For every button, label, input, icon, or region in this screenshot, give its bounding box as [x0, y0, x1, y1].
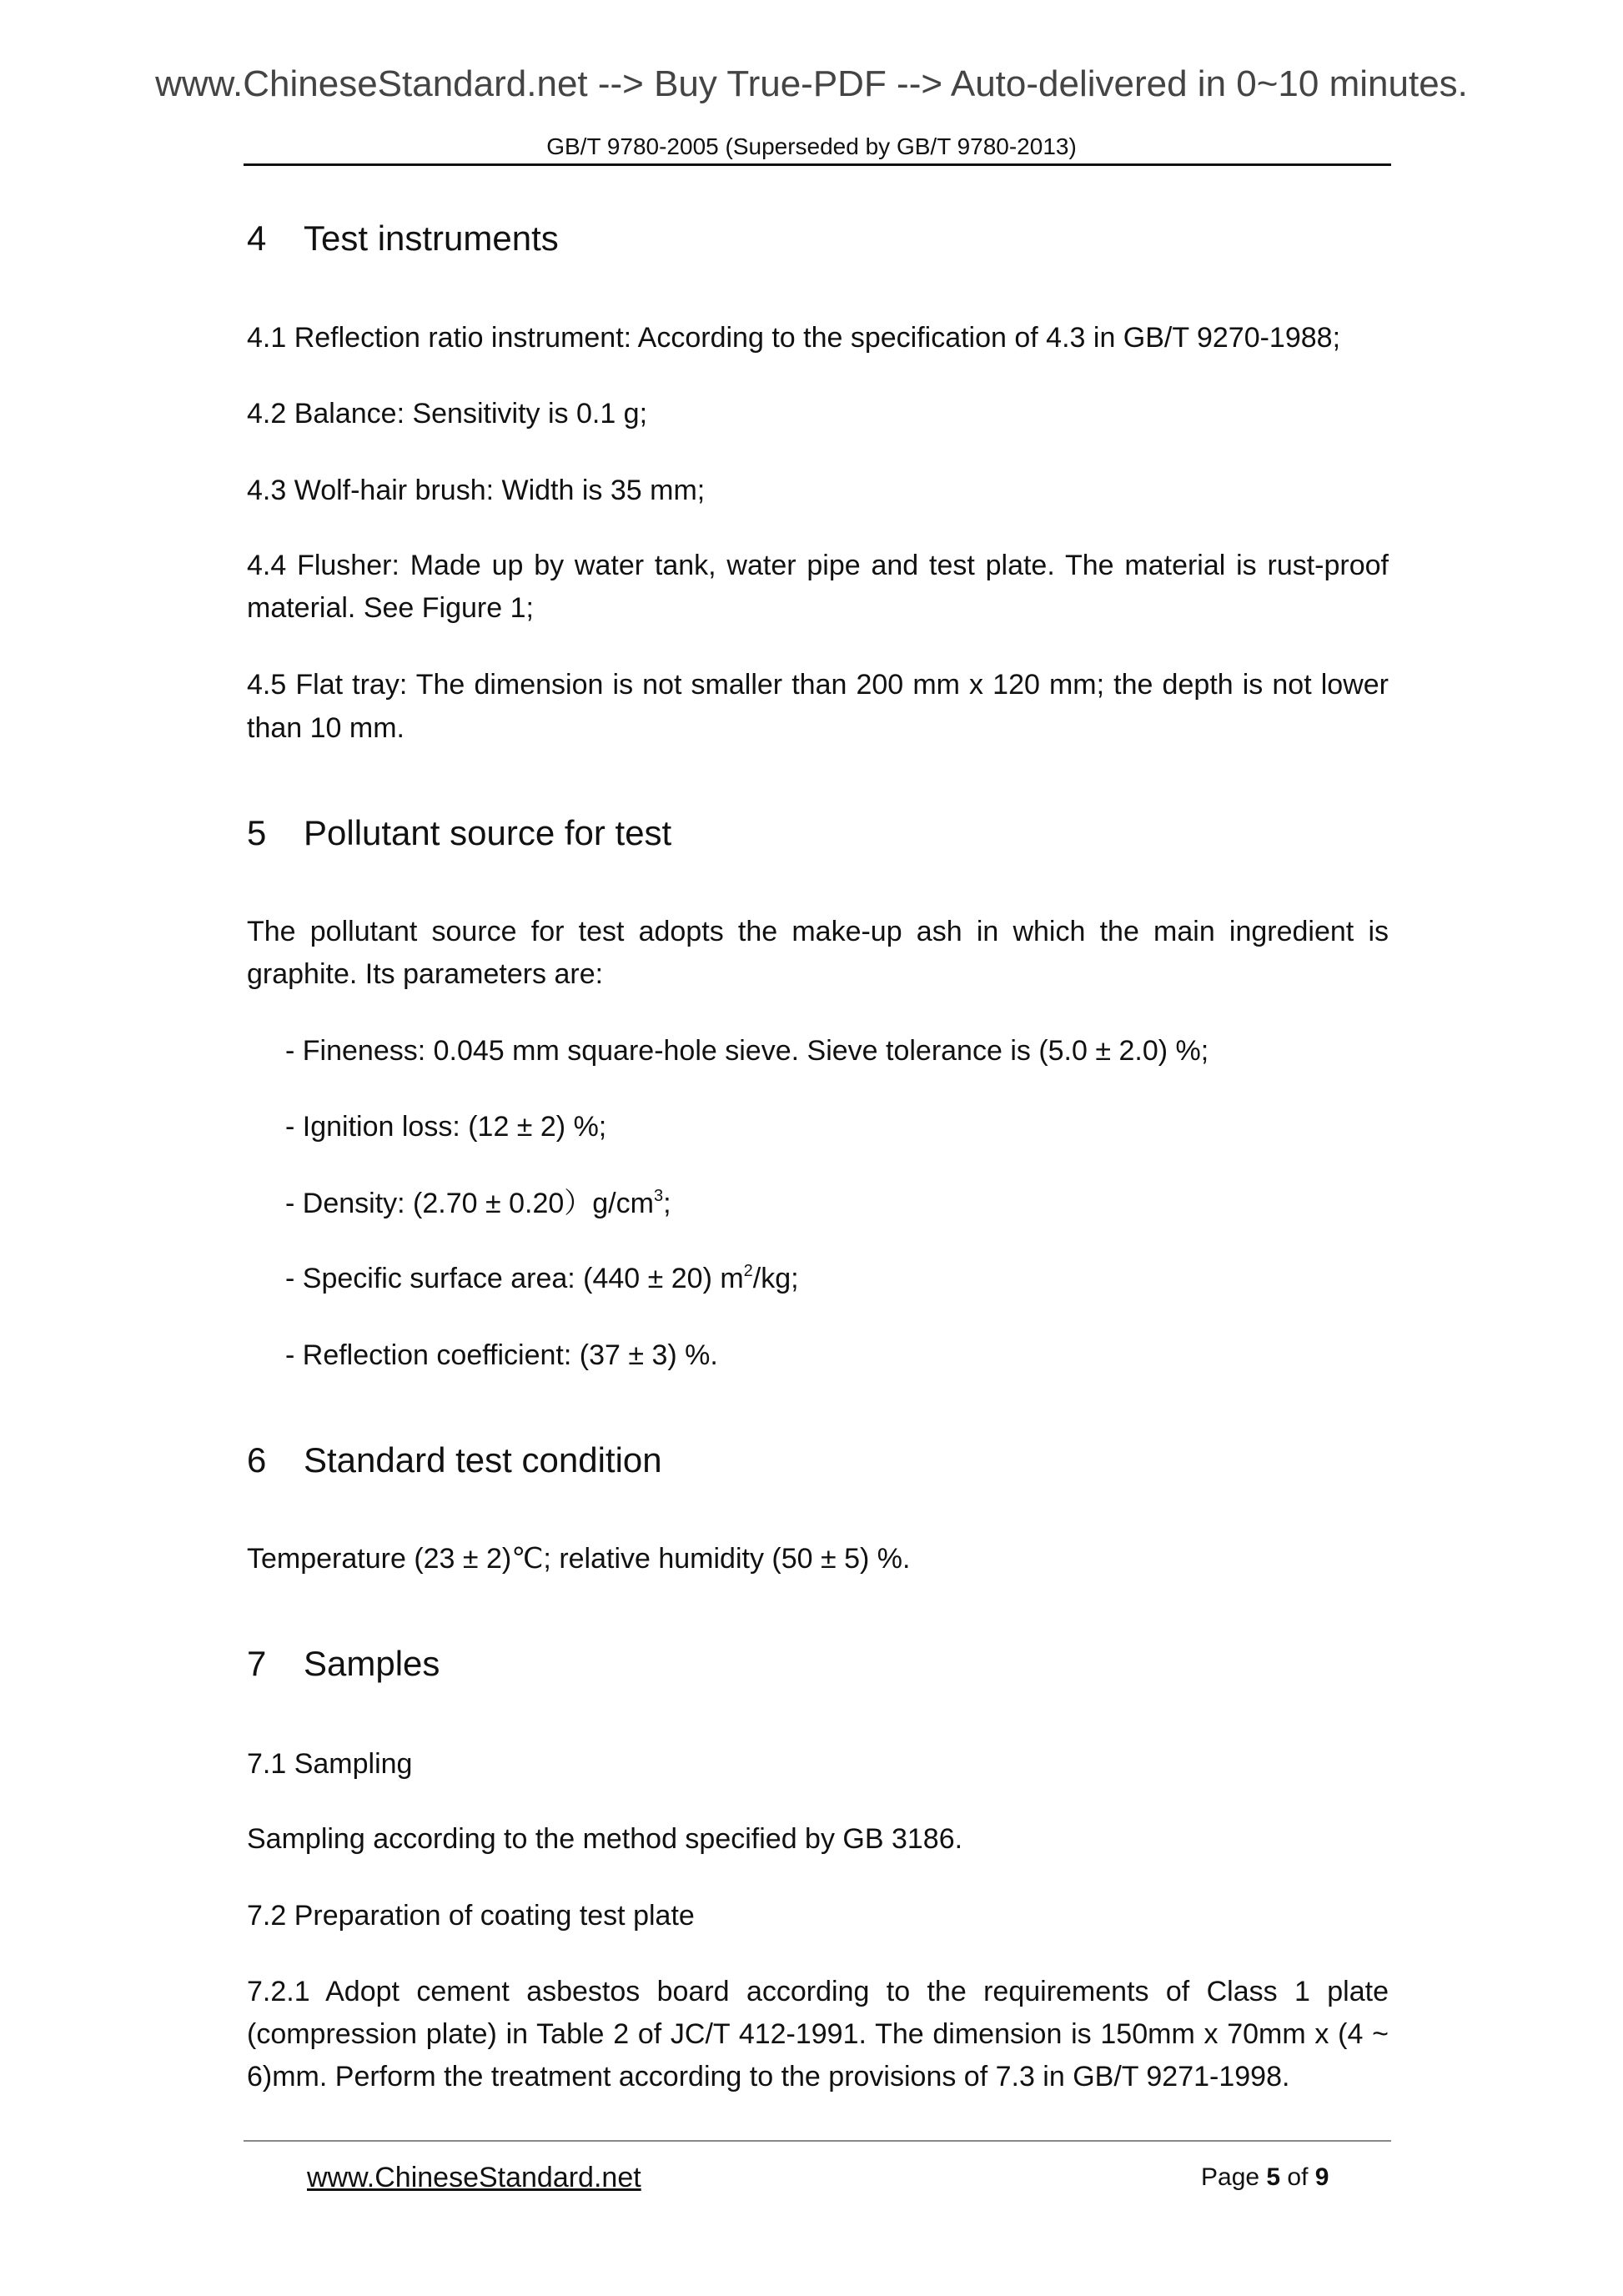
section-number: 7	[247, 1644, 267, 1683]
section-heading-6	[247, 1440, 662, 1480]
bullet-fineness: - Fineness: 0.045 mm square-hole sieve. Sieve tolerance is (5.0 ± 2.0) %;	[285, 1035, 1209, 1067]
section-number: 6	[247, 1440, 267, 1480]
clause-7-1: 7.1 Sampling	[247, 1748, 413, 1780]
clause-4-5-line2: than 10 mm.	[247, 712, 404, 744]
section-number: 5	[247, 813, 267, 852]
section-title: Standard test condition	[304, 1440, 662, 1480]
banner: www.ChineseStandard.net --> Buy True-PDF --> Auto-delivered in 0~10 minutes.	[155, 63, 1468, 104]
bullet-reflection: - Reflection coefficient: (37 ± 3) %.	[285, 1339, 718, 1371]
clause-4-2: 4.2 Balance: Sensitivity is 0.1 g;	[247, 398, 648, 430]
text: of	[1280, 2163, 1315, 2191]
running-header: GB/T 9780-2005 (Superseded by GB/T 9780-2013)	[546, 133, 1077, 159]
text: ;	[663, 1188, 671, 1219]
para-5-line1: The pollutant source for test adopts the make-up ash in which the main ingredient is	[247, 916, 1389, 947]
section-heading-5	[247, 813, 671, 853]
superscript: 3	[653, 1187, 664, 1205]
section-title: Samples	[304, 1644, 440, 1683]
superscript: 2	[743, 1262, 753, 1280]
footer-website-link[interactable]: www.ChineseStandard.net	[307, 2162, 641, 2193]
section-number: 4	[247, 219, 267, 258]
clause-7-2: 7.2 Preparation of coating test plate	[247, 1900, 695, 1932]
para-7-1: Sampling according to the method specified by GB 3186.	[247, 1823, 963, 1855]
section-heading-4	[247, 219, 559, 259]
clause-7-2-1-line2: (compression plate) in Table 2 of JC/T 412-1991. The dimension is 150mm x 70mm x (4 ~	[247, 2018, 1389, 2050]
bullet-surface-area	[285, 1262, 1427, 1295]
bullet-density	[285, 1187, 1427, 1220]
text: - Density: (2.70 ± 0.20）g/cm	[285, 1188, 654, 1219]
para-5-line2: graphite. Its parameters are:	[247, 958, 604, 990]
para-6: Temperature (23 ± 2)℃; relative humidity (50 ± 5) %.	[247, 1543, 911, 1575]
footer-rule	[244, 2140, 1391, 2142]
clause-4-4-line1: 4.4 Flusher: Made up by water tank, water pipe and test plate. The material is rust-proof	[247, 550, 1389, 581]
clause-4-5-line1: 4.5 Flat tray: The dimension is not smaller than 200 mm x 120 mm; the depth is not lower	[247, 669, 1389, 701]
header-rule	[244, 163, 1391, 166]
page-number	[1201, 2163, 1329, 2192]
clause-4-4-line2: material. See Figure 1;	[247, 592, 534, 624]
text: - Specific surface area: (440 ± 20) m	[285, 1263, 744, 1294]
section-title: Pollutant source for test	[304, 813, 672, 852]
clause-4-1: 4.1 Reflection ratio instrument: According to the specification of 4.3 in GB/T 9270-1988;	[247, 322, 1341, 354]
bullet-ignition-loss: - Ignition loss: (12 ± 2) %;	[285, 1111, 607, 1143]
section-title: Test instruments	[304, 219, 559, 258]
clause-7-2-1-line3: 6)mm. Perform the treatment according to the provisions of 7.3 in GB/T 9271-1998.	[247, 2061, 1290, 2093]
text: Page	[1201, 2163, 1267, 2191]
clause-4-3: 4.3 Wolf-hair brush: Width is 35 mm;	[247, 475, 706, 506]
text: /kg;	[752, 1263, 799, 1294]
section-heading-7	[247, 1644, 440, 1684]
clause-7-2-1-line1: 7.2.1 Adopt cement asbestos board according to the requirements of Class 1 plate	[247, 1976, 1389, 2007]
current-page: 5	[1266, 2163, 1281, 2191]
total-pages: 9	[1314, 2163, 1329, 2191]
